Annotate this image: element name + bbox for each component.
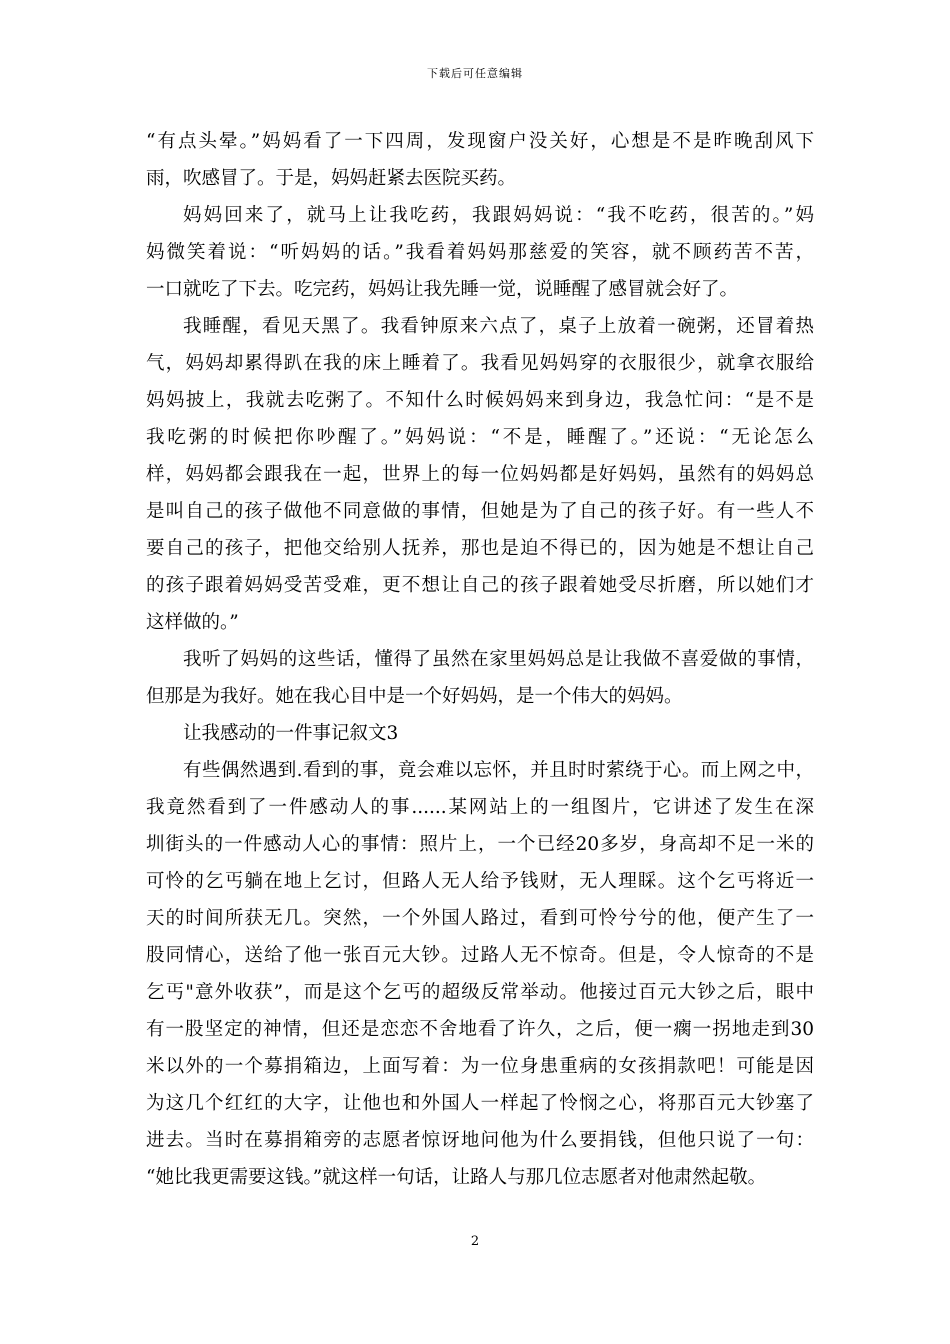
text-line: 我听了妈妈的这些话，懂得了虽然在家里妈妈总是让我做不喜爱做的事情， bbox=[183, 649, 814, 670]
page-number: 2 bbox=[470, 1234, 480, 1249]
document-body bbox=[146, 123, 814, 1196]
text-line: 样，妈妈都会跟我在一起，世界上的每一位妈妈都是好妈妈，虽然有的妈妈总 bbox=[146, 464, 814, 485]
text-line: 我竟然看到了一件感动人的事......某网站上的一组图片，它讲述了发生在深 bbox=[146, 797, 814, 818]
text-line: 进去。当时在募捐箱旁的志愿者惊讶地问他为什么要捐钱，但他只说了一句： bbox=[146, 1130, 814, 1151]
text-line: “她比我更需要这钱。”就这样一句话，让路人与那几位志愿者对他肃然起敬。 bbox=[146, 1167, 767, 1188]
text-line: 米以外的一个募捐箱边，上面写着：为一位身患重病的女孩捐款吧！可能是因 bbox=[146, 1056, 814, 1077]
text-line: 要自己的孩子，把他交给别人抚养，那也是迫不得已的，因为她是不想让自己 bbox=[146, 538, 814, 559]
text-line: 这样做的。” bbox=[146, 612, 239, 633]
section-heading: 让我感动的一件事记叙文3 bbox=[183, 723, 399, 744]
page-header: 下载后可任意编辑 bbox=[427, 67, 523, 80]
text-line: 气，妈妈却累得趴在我的床上睡着了。我看见妈妈穿的衣服很少，就拿衣服给 bbox=[146, 353, 814, 374]
text-line: 但那是为我好。她在我心目中是一个好妈妈，是一个伟大的妈妈。 bbox=[146, 686, 683, 707]
text-line: 妈微笑着说：“听妈妈的话。”我看着妈妈那慈爱的笑容，就不顾药苦不苦， bbox=[146, 242, 814, 263]
text-line: 天的时间所获无几。突然，一个外国人路过，看到可怜兮兮的他，便产生了一 bbox=[146, 908, 814, 929]
text-line: 为这几个红红的大字，让他也和外国人一样起了怜悯之心，将那百元大钞塞了 bbox=[146, 1093, 814, 1114]
text-line: 一口就吃了下去。吃完药，妈妈让我先睡一觉，说睡醒了感冒就会好了。 bbox=[146, 279, 739, 300]
text-line: 我吃粥的时候把你吵醒了。”妈妈说：“不是，睡醒了。”还说：“无论怎么 bbox=[146, 427, 814, 448]
text-line: 乞丐"意外收获”，而是这个乞丐的超级反常举动。他接过百元大钞之后，眼中 bbox=[146, 982, 814, 1003]
text-line: 妈妈回来了，就马上让我吃药，我跟妈妈说：“我不吃药，很苦的。”妈 bbox=[183, 205, 814, 226]
text-line: 我睡醒，看见天黑了。我看钟原来六点了，桌子上放着一碗粥，还冒着热 bbox=[183, 316, 814, 337]
text-line: 有一股坚定的神情，但还是恋恋不舍地看了许久，之后，便一瘸一拐地走到30 bbox=[146, 1019, 814, 1040]
text-line: 是叫自己的孩子做他不同意做的事情，但她是为了自己的孩子好。有一些人不 bbox=[146, 501, 814, 522]
text-line: 圳街头的一件感动人心的事情：照片上，一个已经20多岁，身高却不足一米的 bbox=[146, 834, 814, 855]
text-line: 雨，吹感冒了。于是，妈妈赶紧去医院买药。 bbox=[146, 168, 517, 189]
text-line: “有点头晕。”妈妈看了一下四周，发现窗户没关好，心想是不是昨晚刮风下 bbox=[146, 131, 814, 152]
text-line: 的孩子跟着妈妈受苦受难，更不想让自己的孩子跟着她受尽折磨，所以她们才 bbox=[146, 575, 814, 596]
text-line: 妈妈披上，我就去吃粥了。不知什么时候妈妈来到身边，我急忙问：“是不是 bbox=[146, 390, 814, 411]
text-line: 有些偶然遇到.看到的事，竟会难以忘怀，并且时时萦绕于心。而上网之中， bbox=[183, 760, 814, 781]
text-line: 股同情心，送给了他一张百元大钞。过路人无不惊奇。但是，令人惊奇的不是 bbox=[146, 945, 814, 966]
text-line: 可怜的乞丐躺在地上乞讨，但路人无人给予钱财，无人理睬。这个乞丐将近一 bbox=[146, 871, 814, 892]
